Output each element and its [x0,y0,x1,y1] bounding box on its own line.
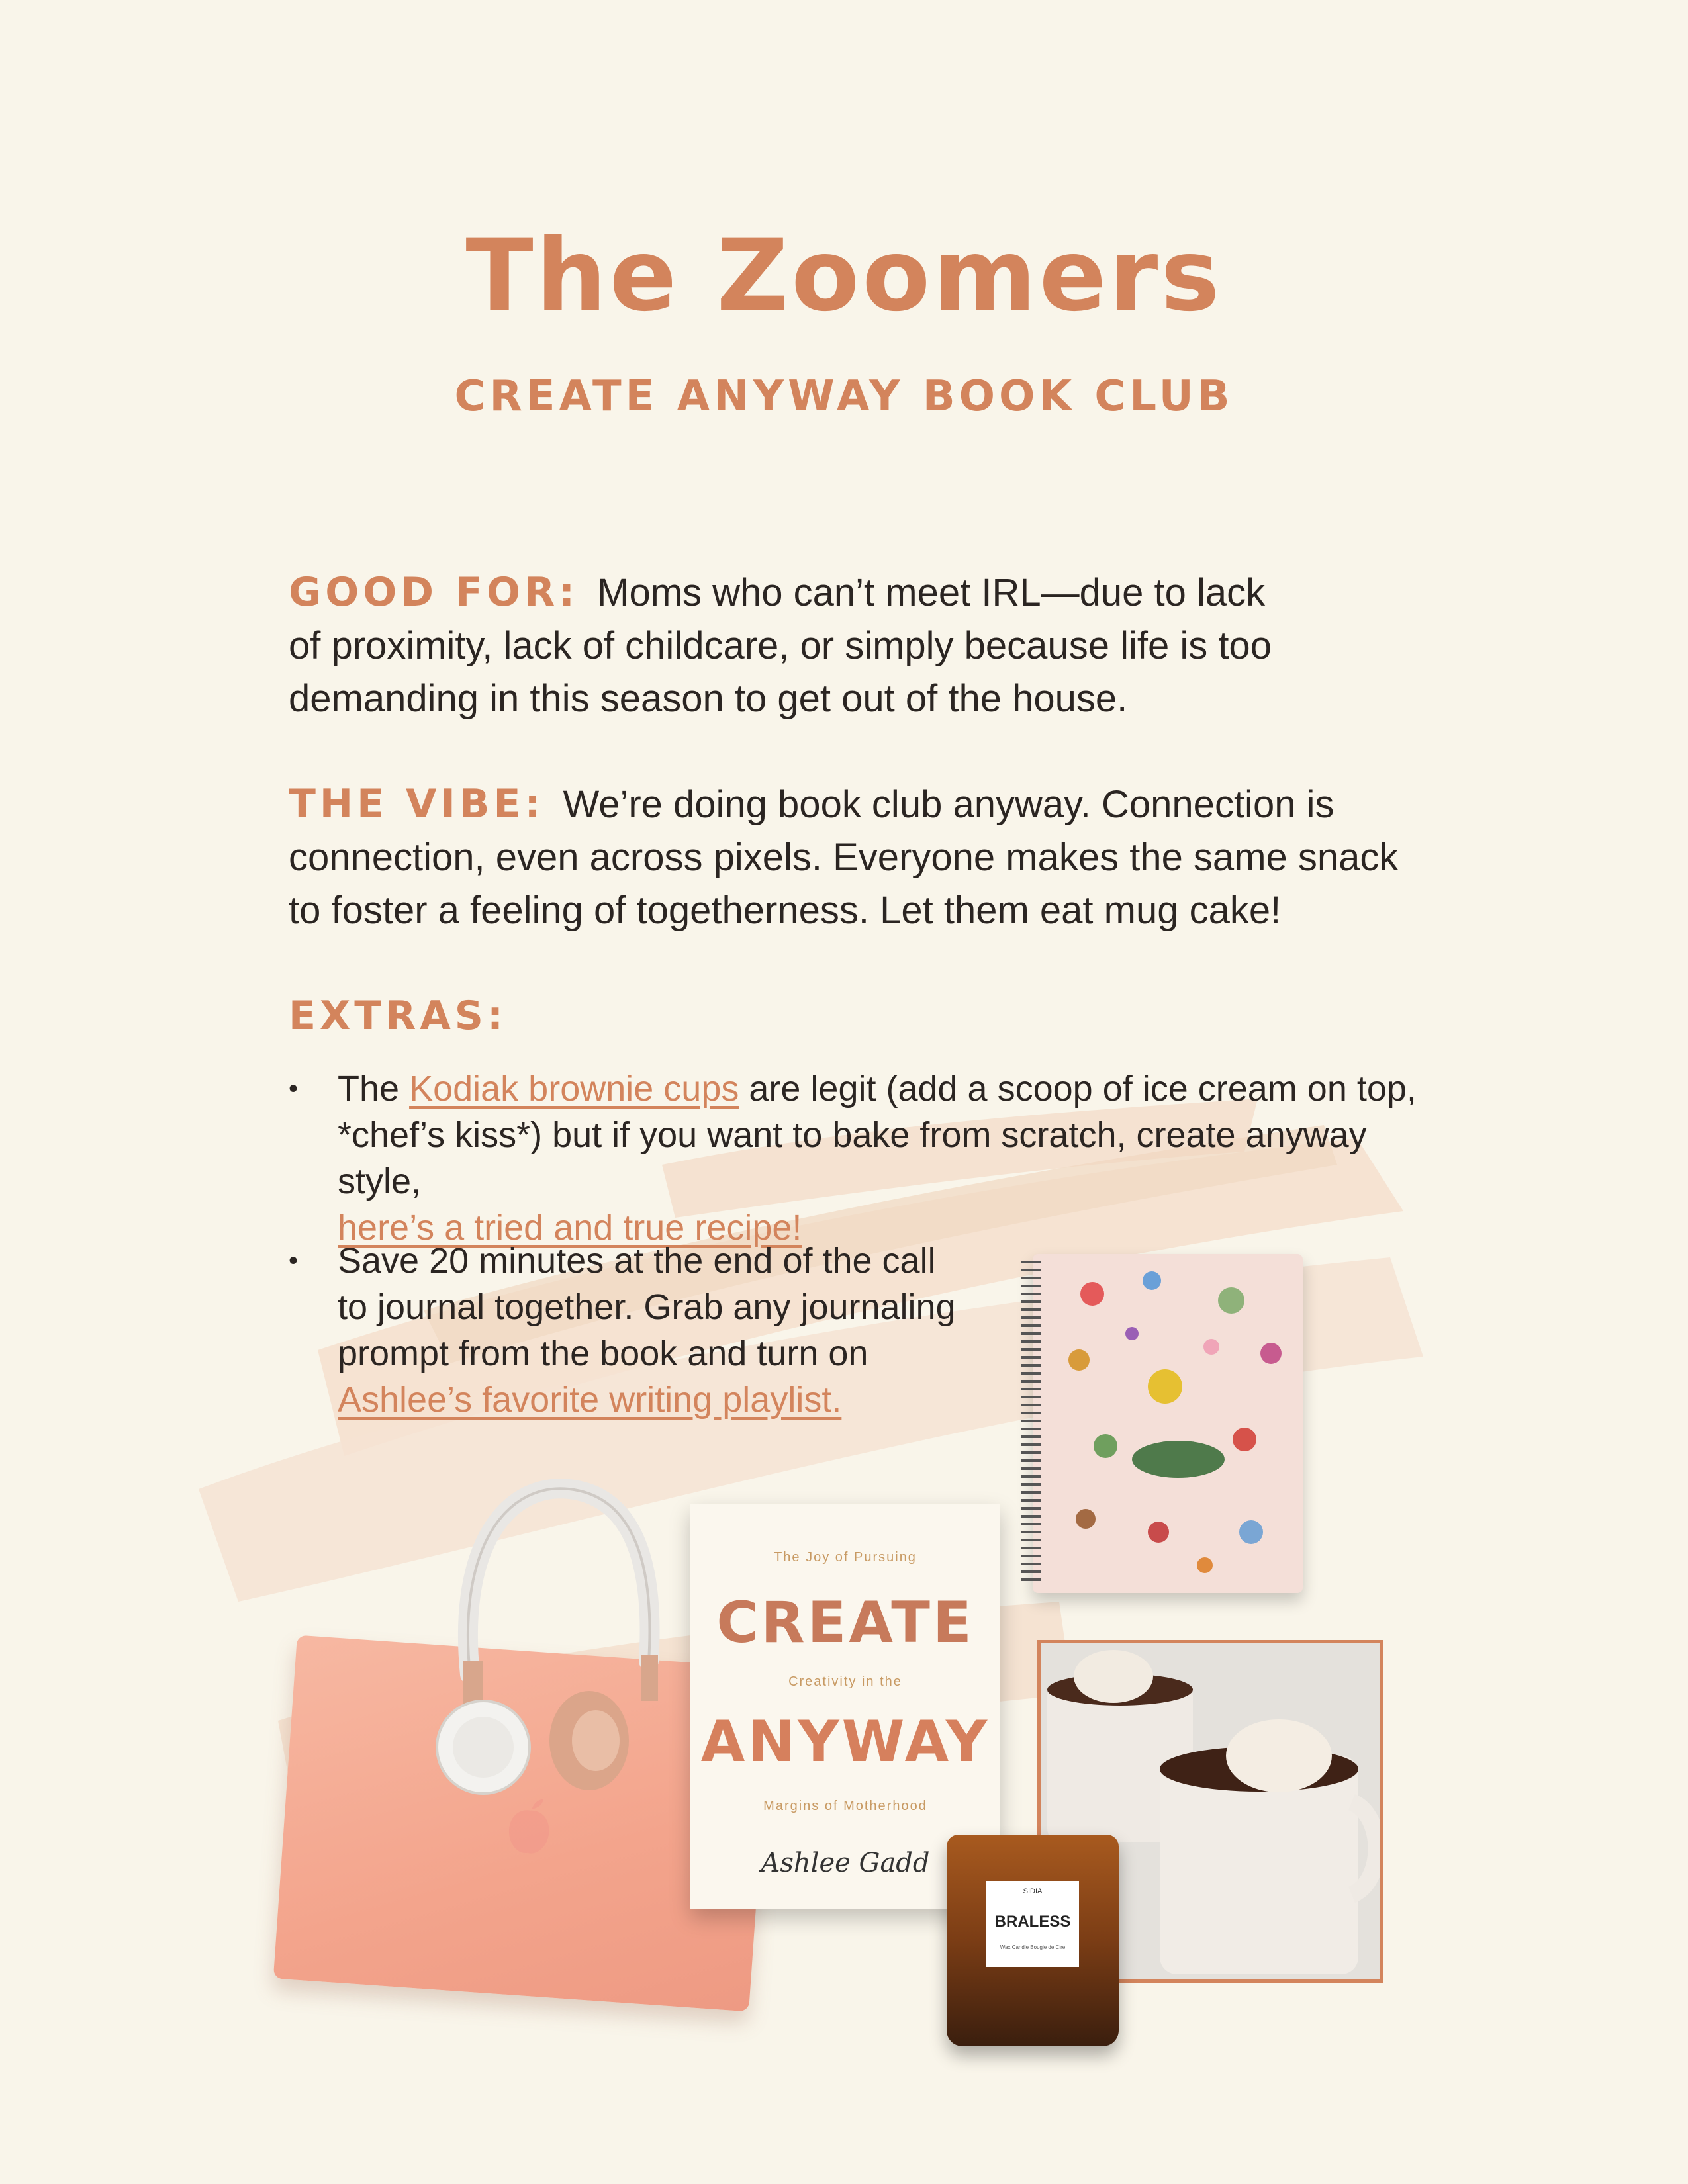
floral-notebook-image [1033,1254,1303,1593]
item1-mid: are legit (add a scoop of ice cream on top, [739,1069,1417,1109]
vibe-line-3: to foster a feeling of togetherness. Let them eat mug cake! [289,889,1282,932]
floral-pattern [1033,1254,1303,1593]
book-word-anyway: ANYWAY [700,1709,990,1775]
item2-line-2: to journal together. Grab any journaling [338,1287,956,1327]
candle-name: BRALESS [994,1913,1071,1931]
item1-pre: The [338,1069,410,1109]
book-tagline-mid: Creativity in the [788,1674,902,1689]
vibe-line-1: We’re doing book club anyway. Connection is [563,783,1335,826]
book-author-signature: Ashlee Gadd [761,1848,930,1878]
vibe-line-2: connection, even across pixels. Everyone makes the same snack [289,836,1399,879]
book-tagline-top: The Joy of Pursuing [774,1550,917,1565]
vibe-section [289,778,1414,937]
braless-candle-image [947,1835,1119,2046]
extras-section [289,989,1414,1043]
page-subtitle: CREATE ANYWAY BOOK CLUB [454,372,1234,421]
candle-brand: SIDIA [1023,1888,1043,1895]
recipe-link[interactable]: here’s a tried and true recipe! [338,1208,802,1248]
bullet-dot: • [289,1246,299,1275]
good-for-section [289,566,1414,725]
good-for-line-3: demanding in this season to get out of the house. [289,677,1128,720]
bullet-dot: • [289,1074,299,1103]
good-for-line-2: of proximity, lack of childcare, or simply because life is too [289,624,1272,667]
item2-line-1: Save 20 minutes at the end of the call [338,1241,936,1281]
extras-label: EXTRAS: [289,993,508,1039]
candle-subtext: Wax Candle Bougie de Cire [1000,1944,1066,1950]
vibe-label: THE VIBE: [289,781,545,827]
playlist-link[interactable]: Ashlee’s favorite writing playlist. [338,1380,842,1420]
item2-line-3: prompt from the book and turn on [338,1334,868,1373]
candle-label [986,1881,1079,1967]
item1-line-2: *chef’s kiss*) but if you want to bake from scratch, create anyway style, [338,1115,1367,1201]
page-title: The Zoomers [465,218,1223,334]
kodiak-link[interactable]: Kodiak brownie cups [409,1069,739,1109]
good-for-label: GOOD FOR: [289,569,579,615]
good-for-line-1: Moms who can’t meet IRL—due to lack [597,571,1266,614]
book-word-create: CREATE [716,1590,974,1656]
book-tagline-bottom: Margins of Motherhood [763,1799,927,1813]
headphones-image [430,1463,669,1833]
